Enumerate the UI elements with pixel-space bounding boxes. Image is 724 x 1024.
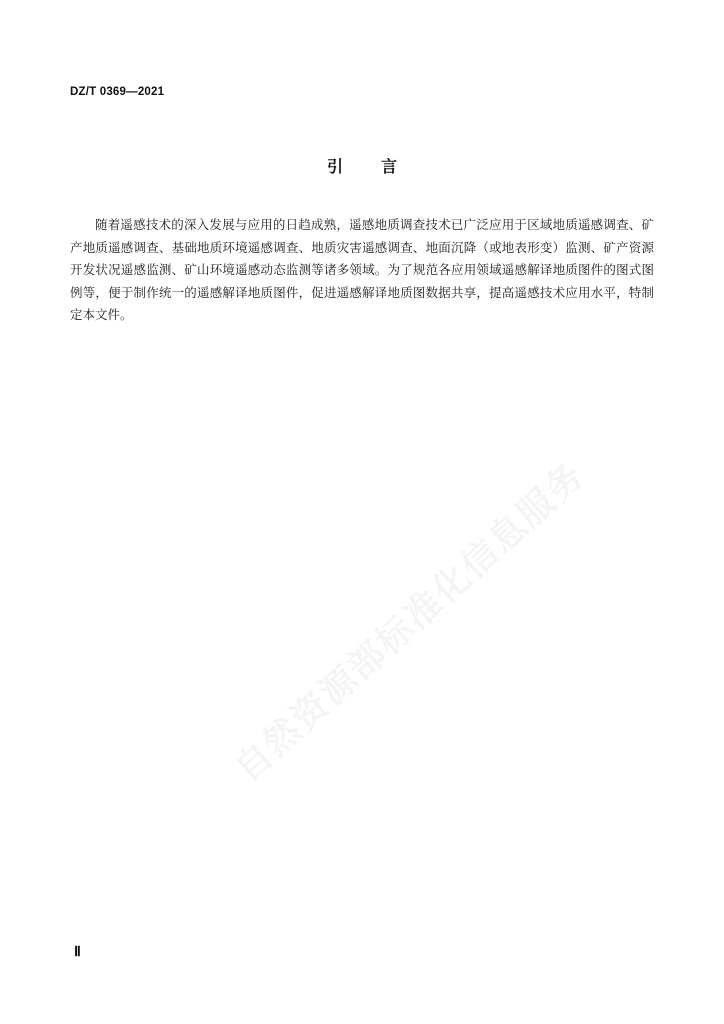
section-title: 引言 [326,157,435,176]
standard-code: DZ/T 0369—2021 [70,86,165,98]
watermark: 自然资源部标准化信息服务 [227,454,594,791]
page-number: Ⅱ [74,945,81,960]
intro-paragraph: 随着遥感技术的深入发展与应用的日趋成熟，遥感地质调查技术已广泛应用于区域地质遥感调查、矿产地质遥感调查、基础地质环境遥感调查、地质灾害遥感调查、地面沉降（或地表形变）监测、矿产资源开发状况遥感监测、矿山环境遥感动态监测等诸多领域。为了规范各应用领域遥感解译地质图件的图式图例等，便于制作统一的遥感解译地质图件，促进遥感解译地质图数据共享，提高遥感技术应用水平，特制定本文件。 [70,217,654,323]
